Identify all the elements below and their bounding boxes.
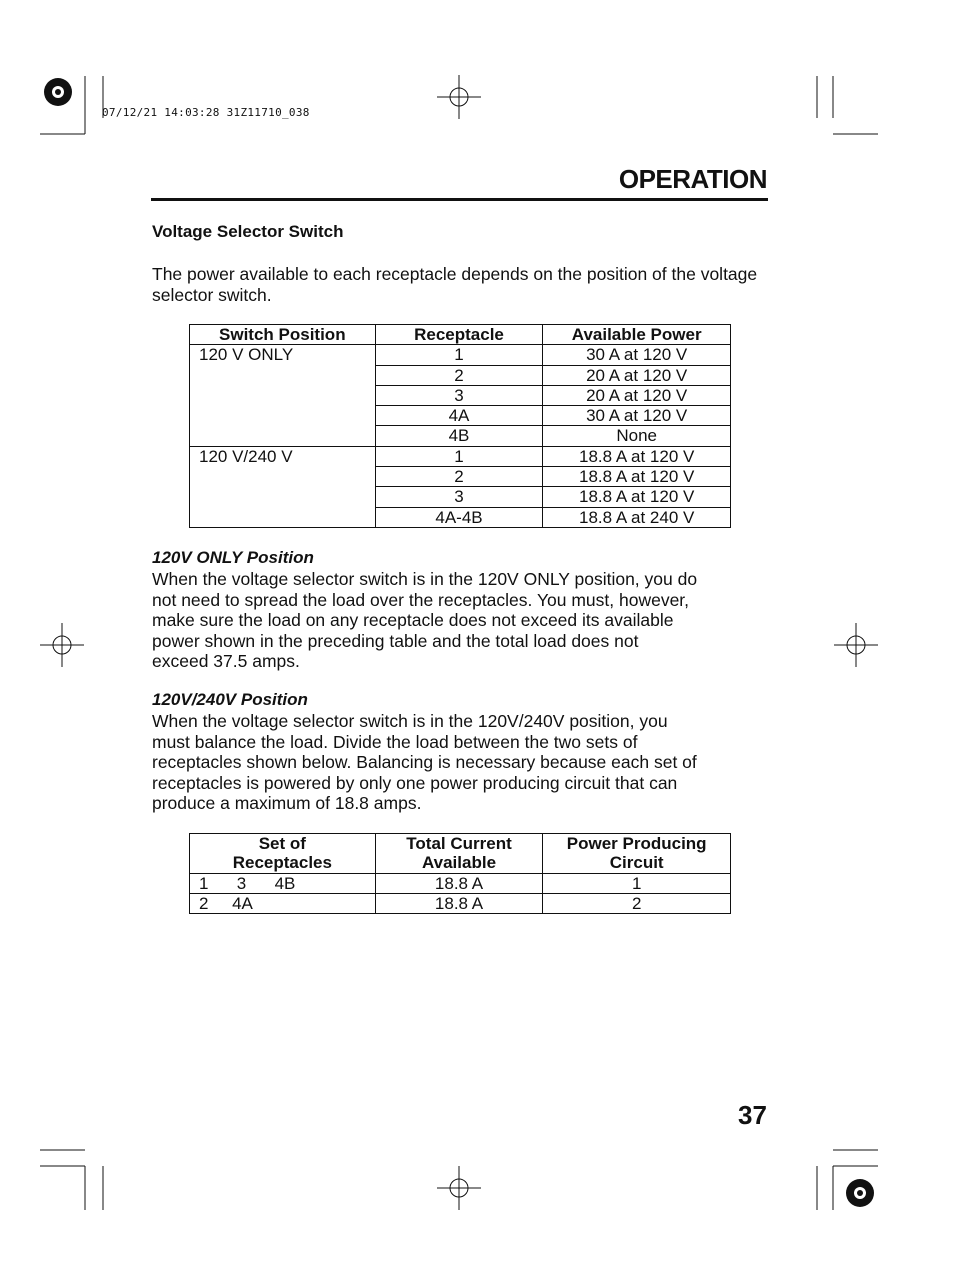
set-cell: 2 4A <box>190 893 376 913</box>
heading-voltage-selector: Voltage Selector Switch <box>152 222 344 241</box>
power-cell: 30 A at 120 V <box>543 406 731 426</box>
text-line: must balance the load. Divide the load between the two sets of <box>152 731 638 752</box>
subheading-120v-only: 120V ONLY Position <box>152 548 314 567</box>
header-available-power: Available Power <box>543 325 731 345</box>
table-power-by-switch <box>189 324 731 528</box>
text-line: make sure the load on any receptacle does not exceed its available <box>152 610 674 630</box>
header-set-of-receptacles <box>190 834 376 874</box>
header-line: Total Current <box>406 834 512 853</box>
switch-position-cell: 120 V/240 V <box>190 446 376 527</box>
power-cell: 18.8 A at 120 V <box>543 446 731 466</box>
current-cell: 18.8 A <box>375 873 543 893</box>
power-cell: 30 A at 120 V <box>543 345 731 365</box>
power-cell: 18.8 A at 120 V <box>543 467 731 487</box>
header-line: Receptacles <box>232 853 332 873</box>
crosshair-bottom <box>437 1166 481 1210</box>
set-cell: 1 3 4B <box>190 873 376 893</box>
header-receptacle: Receptacle <box>375 325 543 345</box>
current-cell: 18.8 A <box>375 893 543 913</box>
text-line: When the voltage selector switch is in the 120V/240V position, you <box>152 711 668 731</box>
circuit-cell: 1 <box>543 873 731 893</box>
header-switch-position: Switch Position <box>190 325 376 345</box>
power-cell: 18.8 A at 120 V <box>543 487 731 507</box>
text-line: exceed 37.5 amps. <box>152 651 300 671</box>
receptacle-cell: 4A <box>375 406 543 426</box>
table-row <box>190 446 731 466</box>
receptacle-cell: 2 <box>375 365 543 385</box>
header-line: Set of <box>258 834 306 853</box>
header-line: Circuit <box>609 853 664 873</box>
receptacle-cell: 4A-4B <box>375 507 543 527</box>
receptacle-cell: 4B <box>375 426 543 446</box>
power-cell: 18.8 A at 240 V <box>543 507 731 527</box>
switch-position-cell: 120 V ONLY <box>190 345 376 446</box>
crosshair-top <box>437 75 481 119</box>
header-line: Available <box>422 853 497 873</box>
starburst-top-left <box>44 78 72 106</box>
header-power-producing-circuit <box>543 834 731 874</box>
header-total-current <box>375 834 543 874</box>
power-cell: 20 A at 120 V <box>543 365 731 385</box>
paragraph-120v-240v <box>152 711 772 814</box>
print-timestamp: 07/12/21 14:03:28 31Z11710_038 <box>102 106 310 119</box>
circuit-cell: 2 <box>543 893 731 913</box>
table-row <box>190 893 731 913</box>
receptacle-cell: 1 <box>375 345 543 365</box>
table-header-row <box>190 325 731 345</box>
section-title: OPERATION <box>618 164 767 194</box>
receptacle-cell: 3 <box>375 487 543 507</box>
text-line: not need to spread the load over the receptacles. You must, however, <box>152 589 690 610</box>
receptacle-cell: 2 <box>375 467 543 487</box>
power-cell: None <box>543 426 731 446</box>
table-receptacle-sets <box>189 833 731 914</box>
header-line: Power Producing <box>566 834 707 853</box>
intro-paragraph: The power available to each receptacle depends on the position of the voltage selector switch. <box>152 264 758 305</box>
receptacle-cell: 3 <box>375 385 543 405</box>
paragraph-120v-only <box>152 569 772 672</box>
crosshair-right <box>834 623 878 667</box>
power-cell: 20 A at 120 V <box>543 385 731 405</box>
text-line: When the voltage selector switch is in the 120V ONLY position, you do <box>152 569 698 589</box>
starburst-bottom-right <box>846 1179 874 1207</box>
crosshair-left <box>40 623 84 667</box>
text-line: produce a maximum of 18.8 amps. <box>152 793 422 813</box>
table-row <box>190 873 731 893</box>
text-line: receptacles shown below. Balancing is necessary because each set of <box>152 752 697 772</box>
table-header-row <box>190 834 731 874</box>
text-line: receptacles is powered by only one power producing circuit that can <box>152 772 678 793</box>
text-line: power shown in the preceding table and the total load does not <box>152 630 639 651</box>
receptacle-cell: 1 <box>375 446 543 466</box>
page-number: 37 <box>738 1100 767 1130</box>
subheading-120v-240v: 120V/240V Position <box>152 690 308 709</box>
title-rule <box>151 198 768 201</box>
table-row <box>190 345 731 365</box>
